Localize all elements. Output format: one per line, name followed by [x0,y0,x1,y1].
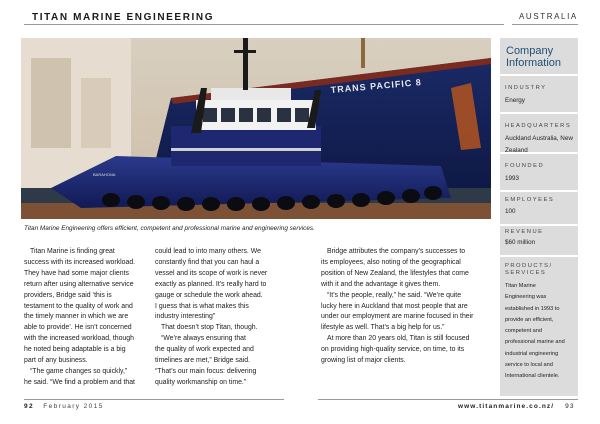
sidebar-title-line: Company [506,45,554,57]
page-number-right: 93 [565,403,575,410]
company-info-sidebar [500,38,578,396]
footer-rule-right [318,399,578,400]
text-line: industry interesting” [155,313,216,321]
text-line: testament to the quality of work and [24,302,133,310]
text-line: “That’s our main focus: delivering [155,367,257,375]
ship-name-text: TRANS PACIFIC 8 [330,77,423,95]
products-label-line: PRODUCTS/ [505,263,553,269]
footer-right [458,403,575,410]
text-line: on providing high-quality service, on time, to its [321,346,465,354]
text-line: Bridge attributes the company’s successes to [327,248,466,255]
text-line: able to provide’. He isn’t concerned [24,324,132,332]
products-line: professional marine and [505,339,565,346]
header-region: AUSTRALIA [519,12,578,21]
industry-value: Energy [505,97,525,104]
text-line: constantly find that you can haul a [155,258,260,266]
products-line: Titan Marine [505,283,536,289]
employees-value: 100 [505,208,516,215]
products-line: industrial engineering [505,350,559,357]
products-line: established in 1993 to [505,305,560,312]
text-line: growing list of major clients. [321,357,406,365]
products-line: provide an efficient, [505,316,554,323]
text-line: lifestyle as well. That’s a big help for us.” [321,324,445,332]
footer-rule-left [24,399,284,400]
products-line: service to local and [505,362,553,369]
text-line: quality workmanship on time.” [155,378,247,386]
products-label-line: SERVICES [505,270,547,276]
text-line: with it and the advantage it gives them. [321,280,441,288]
text-line: Titan Marine is finding great [30,248,115,255]
products-line: Engineering was [505,294,547,301]
tugboat-photo [21,38,491,219]
text-line: “It’s the people, really,” he said. “We’re quite [327,291,462,299]
text-line: the timely manner in which we are [24,313,129,321]
text-line: its employees, also noting of the geographical [321,258,461,266]
text-line: vessel and its scope of work is never [155,269,268,277]
text-line: exactly as planned. It’s really hard to [155,280,267,288]
header-title: TITAN MARINE ENGINEERING [32,12,215,23]
footer-left [24,403,104,410]
industry-section [500,74,578,114]
text-line: They have had some major clients [24,269,129,277]
page-number-left: 92 [24,403,35,410]
sidebar-title-line: Information [506,57,562,69]
text-line: he noted being adaptable is a big [24,346,126,354]
text-line: part of any business. [24,357,88,365]
revenue-section [500,224,578,257]
text-line: timelines are met,” Bridge said. [155,357,250,365]
text-line: return after using alternative service [24,280,134,288]
headquarters-line: Zealand [505,146,528,154]
founded-value: 1993 [505,175,520,182]
header-rule-right [512,24,578,25]
text-line: the quality of work expected and [155,346,254,354]
text-line: “The game changes so quickly,” [30,367,128,375]
products-line: competent and [505,328,543,335]
products-text [505,281,577,383]
text-line: providers, Bridge said ‘this is [24,291,112,299]
tug-name-text: BARAHONA [93,172,116,177]
sidebar-title [506,45,576,69]
issue-date: February 2015 [43,403,104,410]
employees-label: EMPLOYEES [505,197,555,203]
text-line: I guess that is what makes this [155,302,249,310]
products-line: International clientele. [505,373,560,380]
article-column-1 [24,247,148,389]
industry-label: INDUSTRY [505,85,547,91]
text-line: That doesn’t stop Titan, though. [161,324,258,332]
revenue-value: $60 million [505,239,536,246]
text-line: gauge or schedule the work ahead. [155,291,263,299]
website-link[interactable]: www.titanmarine.co.nz/ [458,403,555,410]
revenue-label: REVENUE [505,229,544,235]
article-column-2 [155,247,283,389]
founded-section [500,152,578,192]
employees-section [500,190,578,226]
article-column-3 [321,247,488,367]
photo-caption: Titan Marine Engineering offers efficient, competent and professional marine and engineering services. [24,225,315,232]
text-line: under our employment are marine focused in their [321,313,474,321]
headquarters-line: Auckland Australia, New [505,135,573,142]
founded-label: FOUNDED [505,163,545,169]
text-line: success with its increased workload. [24,258,136,266]
products-section [500,255,578,398]
text-line: he said. “We find a problem and that [24,378,135,386]
text-line: lucky here in Auckland that most people that are [321,302,468,310]
text-line: “We’re always ensuring that [161,335,246,343]
headquarters-section [500,112,578,154]
text-line: position of New Zealand, the lifestyles that come [321,269,469,277]
text-line: with the increased workload, though [24,335,134,343]
text-line: At more than 20 years old, Titan is still focused [327,335,470,343]
headquarters-label: HEADQUARTERS [505,123,572,129]
header-rule-left [24,24,504,25]
products-label [505,263,553,277]
text-line: could lead to into many others. We [155,248,261,255]
